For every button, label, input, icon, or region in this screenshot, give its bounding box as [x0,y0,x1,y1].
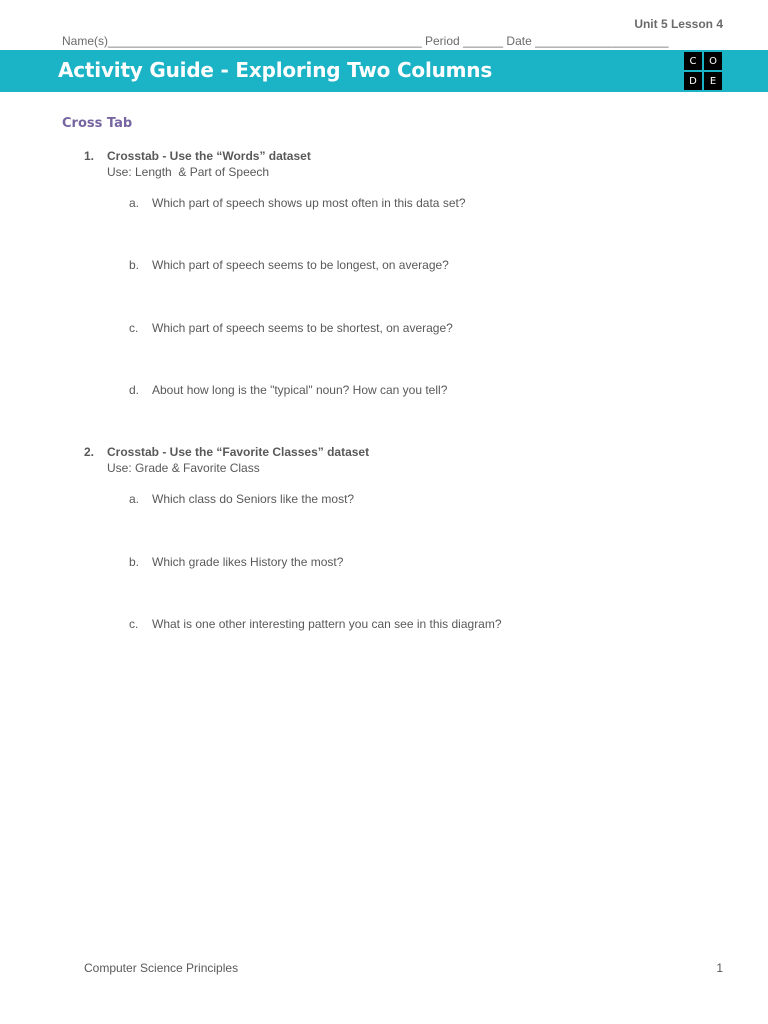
item-letter: c. [129,321,139,335]
item-text: What is one other interesting pattern you can see in this diagram? [152,617,502,631]
item-letter: a. [129,492,140,506]
item-text: Which grade likes History the most? [152,555,344,569]
item-text: Which class do Seniors like the most? [152,492,355,506]
logo-letter-c: C [684,52,702,70]
question-title: Crosstab - Use the “Words” dataset [107,149,311,163]
question-use-columns: Use: Grade & Favorite Class [107,461,260,475]
item-letter: d. [129,383,140,397]
question-number: 1. [84,149,95,163]
question-number: 2. [84,445,95,459]
logo-letter-d: D [684,72,702,90]
item-text: Which part of speech seems to be longest, on average? [152,258,449,272]
item-letter: b. [129,555,140,569]
footer-page-number: 1 [716,961,723,975]
logo-letter-o: O [704,52,722,70]
name-period-date-line: Name(s)_______________________________________________ Period ______ Date ____________________ [62,34,669,48]
title-banner [0,50,768,92]
item-letter: b. [129,258,140,272]
logo-letter-e: E [704,72,722,90]
item-letter: c. [129,617,139,631]
unit-lesson-label: Unit 5 Lesson 4 [634,17,723,31]
item-text: Which part of speech shows up most often in this data set? [152,196,466,210]
question-use-columns: Use: Length & Part of Speech [107,165,270,179]
page-title: Activity Guide - Exploring Two Columns [58,58,493,82]
footer-course-name: Computer Science Principles [84,961,239,975]
code-logo [684,52,724,90]
item-letter: a. [129,196,140,210]
item-text: About how long is the "typical" noun? How can you tell? [152,383,448,397]
question-title: Crosstab - Use the “Favorite Classes” dataset [107,445,370,459]
section-heading: Cross Tab [62,116,133,131]
item-text: Which part of speech seems to be shortest, on average? [152,321,453,335]
